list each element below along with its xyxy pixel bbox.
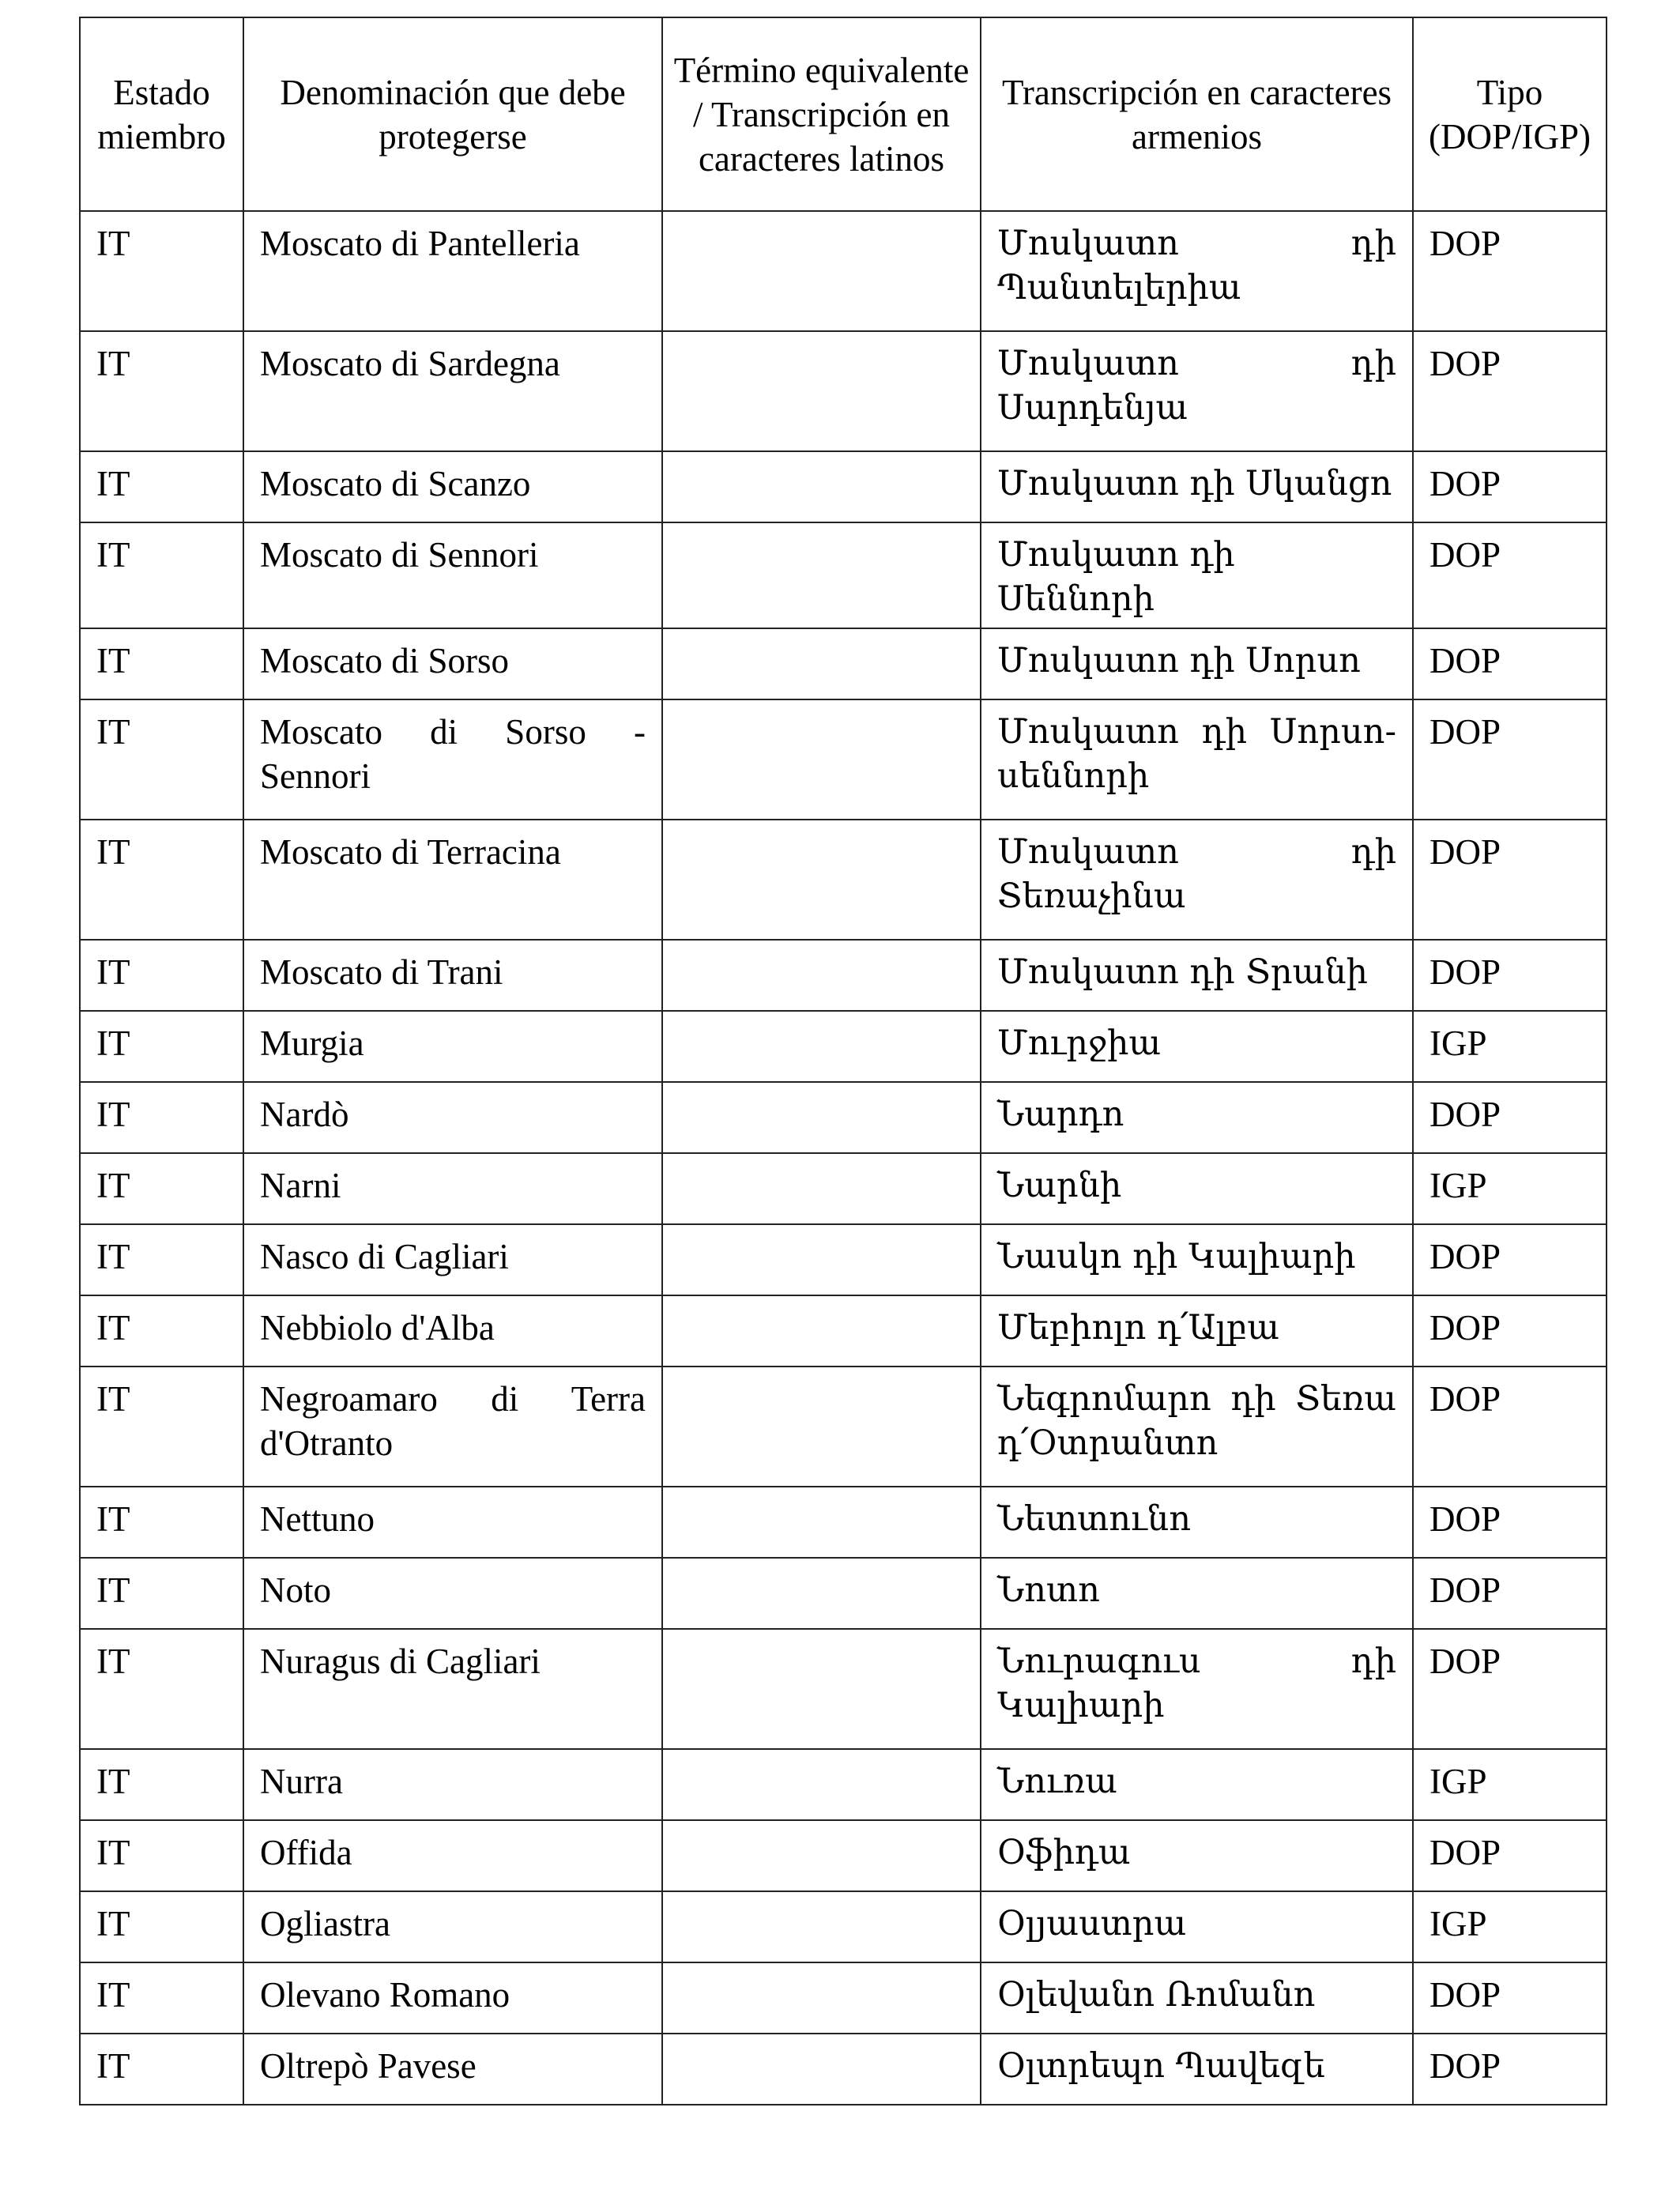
cell-name: Oltrepò Pavese [243, 2034, 662, 2105]
cell-armenian: Նուրագուս դի Կալիարի [981, 1629, 1413, 1749]
cell-equivalent [662, 1749, 981, 1820]
cell-armenian: Նուռա [981, 1749, 1413, 1820]
cell-equivalent [662, 1820, 981, 1891]
table-row [80, 1891, 1607, 1962]
cell-type: DOP [1413, 1558, 1607, 1629]
cell-name: Nardò [243, 1082, 662, 1153]
cell-name: Nurra [243, 1749, 662, 1820]
cell-state: IT [80, 1891, 243, 1962]
cell-equivalent [662, 1295, 981, 1367]
cell-state: IT [80, 1082, 243, 1153]
cell-armenian: Օլտրեպո Պավեզե [981, 2034, 1413, 2105]
cell-armenian: Մեբիոլո դ՛Ալբա [981, 1295, 1413, 1367]
cell-name: Moscato di Sorso [243, 628, 662, 699]
cell-type: DOP [1413, 1295, 1607, 1367]
cell-state: IT [80, 1153, 243, 1224]
cell-type: IGP [1413, 1153, 1607, 1224]
cell-armenian: Մոսկատո դի Սորսո-սեննորի [981, 699, 1413, 820]
cell-state: IT [80, 522, 243, 628]
cell-type: DOP [1413, 451, 1607, 522]
table-row [80, 522, 1607, 628]
cell-state: IT [80, 940, 243, 1011]
cell-name: Nuragus di Cagliari [243, 1629, 662, 1749]
cell-name: Moscato di Sennori [243, 522, 662, 628]
header-state: Estado miembro [80, 17, 243, 211]
cell-armenian: Մոսկատո դի Տեռաչինա [981, 820, 1413, 940]
cell-armenian: Մոսկատո դի Սարդենյա [981, 331, 1413, 451]
cell-type: DOP [1413, 1629, 1607, 1749]
cell-equivalent [662, 1367, 981, 1487]
cell-type: DOP [1413, 1487, 1607, 1558]
cell-armenian: Օլյաստրա [981, 1891, 1413, 1962]
cell-state: IT [80, 1487, 243, 1558]
table-row [80, 1082, 1607, 1153]
cell-armenian: Մոսկատո դի Սկանցո [981, 451, 1413, 522]
cell-equivalent [662, 1224, 981, 1295]
cell-armenian: Մուրջիա [981, 1011, 1413, 1082]
cell-state: IT [80, 1962, 243, 2034]
header-name: Denominación que debe protegerse [243, 17, 662, 211]
cell-armenian: Նետտունո [981, 1487, 1413, 1558]
cell-armenian: Նարնի [981, 1153, 1413, 1224]
cell-name: Moscato di Scanzo [243, 451, 662, 522]
cell-equivalent [662, 1082, 981, 1153]
cell-equivalent [662, 1891, 981, 1962]
cell-armenian: Նոտո [981, 1558, 1413, 1629]
cell-name: Nebbiolo d'Alba [243, 1295, 662, 1367]
cell-type: DOP [1413, 820, 1607, 940]
cell-armenian: Մոսկատո դի Պանտելերիա [981, 211, 1413, 331]
table-row [80, 699, 1607, 820]
cell-state: IT [80, 1749, 243, 1820]
cell-state: IT [80, 1367, 243, 1487]
table-row [80, 1487, 1607, 1558]
cell-equivalent [662, 522, 981, 628]
cell-name: Ogliastra [243, 1891, 662, 1962]
cell-type: DOP [1413, 1820, 1607, 1891]
cell-equivalent [662, 940, 981, 1011]
cell-type: DOP [1413, 331, 1607, 451]
cell-state: IT [80, 451, 243, 522]
table-row [80, 1224, 1607, 1295]
cell-name: Nettuno [243, 1487, 662, 1558]
cell-equivalent [662, 820, 981, 940]
table-row [80, 1962, 1607, 2034]
cell-equivalent [662, 2034, 981, 2105]
cell-type: IGP [1413, 1891, 1607, 1962]
cell-state: IT [80, 628, 243, 699]
cell-name: Moscato di Terracina [243, 820, 662, 940]
cell-type: DOP [1413, 1367, 1607, 1487]
table-row [80, 1295, 1607, 1367]
cell-armenian: Մոսկատո դի Սեննորի [981, 522, 1413, 628]
header-equivalent: Término equivalente / Transcripción en caracteres latinos [662, 17, 981, 211]
cell-equivalent [662, 211, 981, 331]
cell-equivalent [662, 1629, 981, 1749]
cell-equivalent [662, 331, 981, 451]
cell-state: IT [80, 1820, 243, 1891]
cell-name: Murgia [243, 1011, 662, 1082]
cell-type: DOP [1413, 2034, 1607, 2105]
cell-equivalent [662, 451, 981, 522]
cell-armenian: Նասկո դի Կալիարի [981, 1224, 1413, 1295]
cell-name: Noto [243, 1558, 662, 1629]
cell-type: DOP [1413, 1082, 1607, 1153]
cell-type: DOP [1413, 522, 1607, 628]
cell-state: IT [80, 1558, 243, 1629]
cell-armenian: Օլեվանո Ռոմանո [981, 1962, 1413, 2034]
table-row [80, 451, 1607, 522]
cell-state: IT [80, 211, 243, 331]
cell-state: IT [80, 1224, 243, 1295]
header-armenian: Transcripción en caracteres armenios [981, 17, 1413, 211]
cell-name: Moscato di Trani [243, 940, 662, 1011]
header-type: Tipo (DOP/IGP) [1413, 17, 1607, 211]
cell-type: DOP [1413, 1962, 1607, 2034]
table-row [80, 820, 1607, 940]
cell-name: Offida [243, 1820, 662, 1891]
table-row [80, 211, 1607, 331]
cell-name: Moscato di Sorso - Sennori [243, 699, 662, 820]
table-row [80, 940, 1607, 1011]
table-row [80, 331, 1607, 451]
table-row [80, 1153, 1607, 1224]
cell-state: IT [80, 1295, 243, 1367]
cell-armenian: Մոսկատո դի Սորսո [981, 628, 1413, 699]
cell-armenian: Օֆիդա [981, 1820, 1413, 1891]
cell-type: IGP [1413, 1011, 1607, 1082]
cell-name: Nasco di Cagliari [243, 1224, 662, 1295]
table-row [80, 1749, 1607, 1820]
cell-type: DOP [1413, 211, 1607, 331]
cell-type: IGP [1413, 1749, 1607, 1820]
cell-state: IT [80, 820, 243, 940]
table-row [80, 628, 1607, 699]
cell-equivalent [662, 1487, 981, 1558]
cell-name: Olevano Romano [243, 1962, 662, 2034]
cell-name: Moscato di Sardegna [243, 331, 662, 451]
table-row [80, 1820, 1607, 1891]
cell-state: IT [80, 699, 243, 820]
cell-armenian: Նեգրոմարո դի Տեռա դ՛Օտրանտո [981, 1367, 1413, 1487]
cell-type: DOP [1413, 1224, 1607, 1295]
cell-armenian: Նարդո [981, 1082, 1413, 1153]
cell-type: DOP [1413, 628, 1607, 699]
cell-state: IT [80, 2034, 243, 2105]
table-header-row [80, 17, 1607, 211]
table-row [80, 1558, 1607, 1629]
cell-equivalent [662, 1153, 981, 1224]
table-row [80, 1367, 1607, 1487]
cell-armenian: Մոսկատո դի Տրանի [981, 940, 1413, 1011]
cell-type: DOP [1413, 699, 1607, 820]
cell-name: Negroamaro di Terra d'Otranto [243, 1367, 662, 1487]
cell-name: Narni [243, 1153, 662, 1224]
cell-type: DOP [1413, 940, 1607, 1011]
cell-equivalent [662, 1962, 981, 2034]
cell-equivalent [662, 1558, 981, 1629]
denominations-table [79, 17, 1607, 2105]
cell-state: IT [80, 1011, 243, 1082]
cell-equivalent [662, 1011, 981, 1082]
cell-state: IT [80, 331, 243, 451]
table-row [80, 2034, 1607, 2105]
table-row [80, 1629, 1607, 1749]
cell-equivalent [662, 628, 981, 699]
cell-name: Moscato di Pantelleria [243, 211, 662, 331]
cell-equivalent [662, 699, 981, 820]
table-row [80, 1011, 1607, 1082]
cell-state: IT [80, 1629, 243, 1749]
